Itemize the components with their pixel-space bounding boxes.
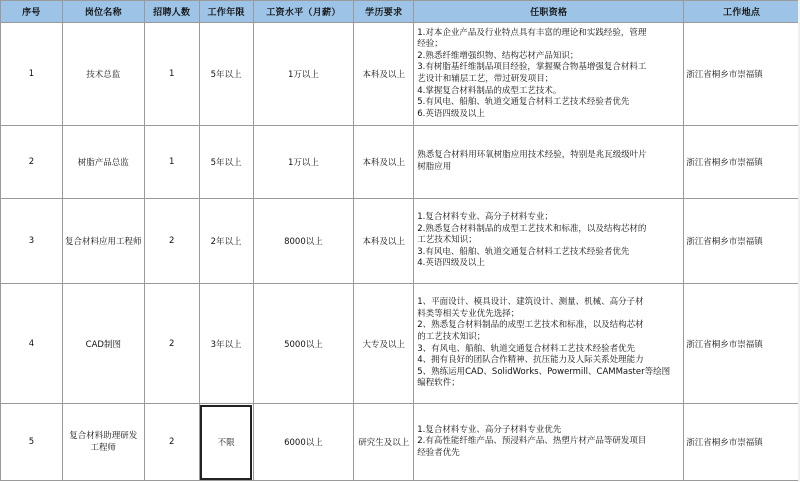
table-row [1,23,800,126]
cell-count[interactable]: 1 [144,126,199,199]
header-row [1,1,800,23]
requirement-line: 2.熟悉纤维增强织物、结构芯材产品知识； [417,50,579,61]
header-cell-title[interactable]: 岗位名称 [62,1,144,23]
cell-no[interactable]: 5 [1,404,63,481]
cell-title[interactable]: CAD制图 [62,284,144,404]
cell-salary[interactable]: 1万以上 [253,126,354,199]
requirement-line: 6.英语四级及以上 [417,108,485,119]
requirement-line: 熟悉复合材料用环氧树脂应用技术经验，特别是兆瓦级级叶片 [417,150,647,161]
requirement-line: 经验； [417,39,443,50]
cell-education[interactable]: 本科及以上 [354,23,414,126]
requirement-line: 的工艺技术知识； [417,331,486,342]
requirement-line: 4.英语四级及以上 [417,258,485,269]
requirement-line: 1.对本企业产品及行业特点具有丰富的理论和实践经验，管理 [417,27,647,38]
cell-location[interactable]: 浙江省桐乡市崇福镇 [684,23,800,126]
cell-no[interactable]: 3 [1,199,63,284]
cell-location[interactable]: 浙江省桐乡市崇福镇 [684,404,800,481]
cell-no[interactable]: 1 [1,23,63,126]
requirement-line: 3.有风电、船舶、轨道交通复合材料工艺技术经验者优先 [417,246,630,257]
requirement-line: 2、熟悉复合材料制品的成型工艺技术和标准，以及结构芯材 [417,320,644,331]
cell-requirements[interactable] [414,284,684,404]
cell-title[interactable]: 技术总监 [62,23,144,126]
header-cell-no[interactable]: 序号 [1,1,63,23]
requirement-line: 4.掌握复合材料制品的成型工艺技术。 [417,85,562,96]
header-cell-salary[interactable]: 工资水平（月薪） [253,1,354,23]
table-row [1,126,800,199]
requirement-line: 5、熟练运用CAD、SolidWorks、Powermill、CAMMaster等绘图 [417,366,671,377]
cell-years-selected[interactable]: 不限 [199,404,253,481]
header-cell-requirements[interactable]: 任职资格 [414,1,684,23]
cell-salary[interactable]: 6000以上 [253,404,354,481]
cell-years[interactable]: 5年以上 [199,23,253,126]
cell-no[interactable]: 4 [1,284,63,404]
cell-salary[interactable]: 5000以上 [253,284,354,404]
cell-location[interactable]: 浙江省桐乡市崇福镇 [684,284,800,404]
header-cell-years[interactable]: 工作年限 [199,1,253,23]
cell-title[interactable]: 复合材料应用工程师 [62,199,144,284]
cell-count[interactable]: 2 [144,404,199,481]
cell-salary[interactable]: 1万以上 [253,23,354,126]
cell-education[interactable]: 本科及以上 [354,199,414,284]
requirement-line: 1、平面设计、模具设计、建筑设计、测量、机械、高分子材 [417,297,644,308]
header-cell-location[interactable]: 工作地点 [684,1,800,23]
cell-title[interactable]: 复合材料助理研发工程师 [62,404,144,481]
cell-years[interactable]: 3年以上 [199,284,253,404]
requirement-line: 5.有风电、船舶、轨道交通复合材料工艺技术经验者优先 [417,97,630,108]
cell-requirements[interactable] [414,199,684,284]
cell-years[interactable]: 5年以上 [199,126,253,199]
requirement-line: 经验者优先 [417,447,460,458]
requirement-line: 编程软件； [417,378,460,389]
requirement-line: 2.有高性能纤维产品、预浸料产品、热塑片材产品等研发项目 [417,436,647,447]
cell-no[interactable]: 2 [1,126,63,199]
requirement-line: 树脂应用 [417,162,452,172]
header-cell-education[interactable]: 学历要求 [354,1,414,23]
table-row [1,404,800,481]
table-row [1,284,800,404]
cell-location[interactable]: 浙江省桐乡市崇福镇 [684,199,800,284]
cell-requirements[interactable] [414,126,684,199]
requirement-line: 艺设计和辅层工艺，带过研发项目； [417,74,554,84]
cell-salary[interactable]: 8000以上 [253,199,354,284]
cell-count[interactable]: 2 [144,199,199,284]
header-cell-count[interactable]: 招聘人数 [144,1,199,23]
requirement-line: 4、拥有良好的团队合作精神、抗压能力及人际关系处理能力 [417,355,644,366]
cell-location[interactable]: 浙江省桐乡市崇福镇 [684,126,800,199]
cell-count[interactable]: 1 [144,23,199,126]
cell-title[interactable]: 树脂产品总监 [62,126,144,199]
requirement-line: 1.复合材料专业、高分子材料专业优先 [417,424,562,435]
requirement-line: 2.熟悉复合材料制品的成型工艺技术和标准，以及结构芯材的 [417,223,647,234]
cell-education[interactable]: 大专及以上 [354,284,414,404]
requirement-line: 工艺技术知识； [417,235,477,246]
cell-years[interactable]: 2年以上 [199,199,253,284]
cell-education[interactable]: 研究生及以上 [354,404,414,481]
cell-requirements[interactable] [414,404,684,481]
cell-count[interactable]: 2 [144,284,199,404]
cell-education[interactable]: 本科及以上 [354,126,414,199]
requirement-line: 1.复合材料专业、高分子材料专业； [417,212,553,223]
cell-requirements[interactable] [414,23,684,126]
requirement-line: 3、有风电、船舶、轨道交通复合材料工艺技术经验者优先 [417,343,636,354]
requirement-line: 3.有树脂基纤维制品项目经验，掌握聚合物基增强复合材料工 [417,62,647,73]
table-row [1,199,800,284]
requirement-line: 料类等相关专业优先选择； [417,308,520,319]
